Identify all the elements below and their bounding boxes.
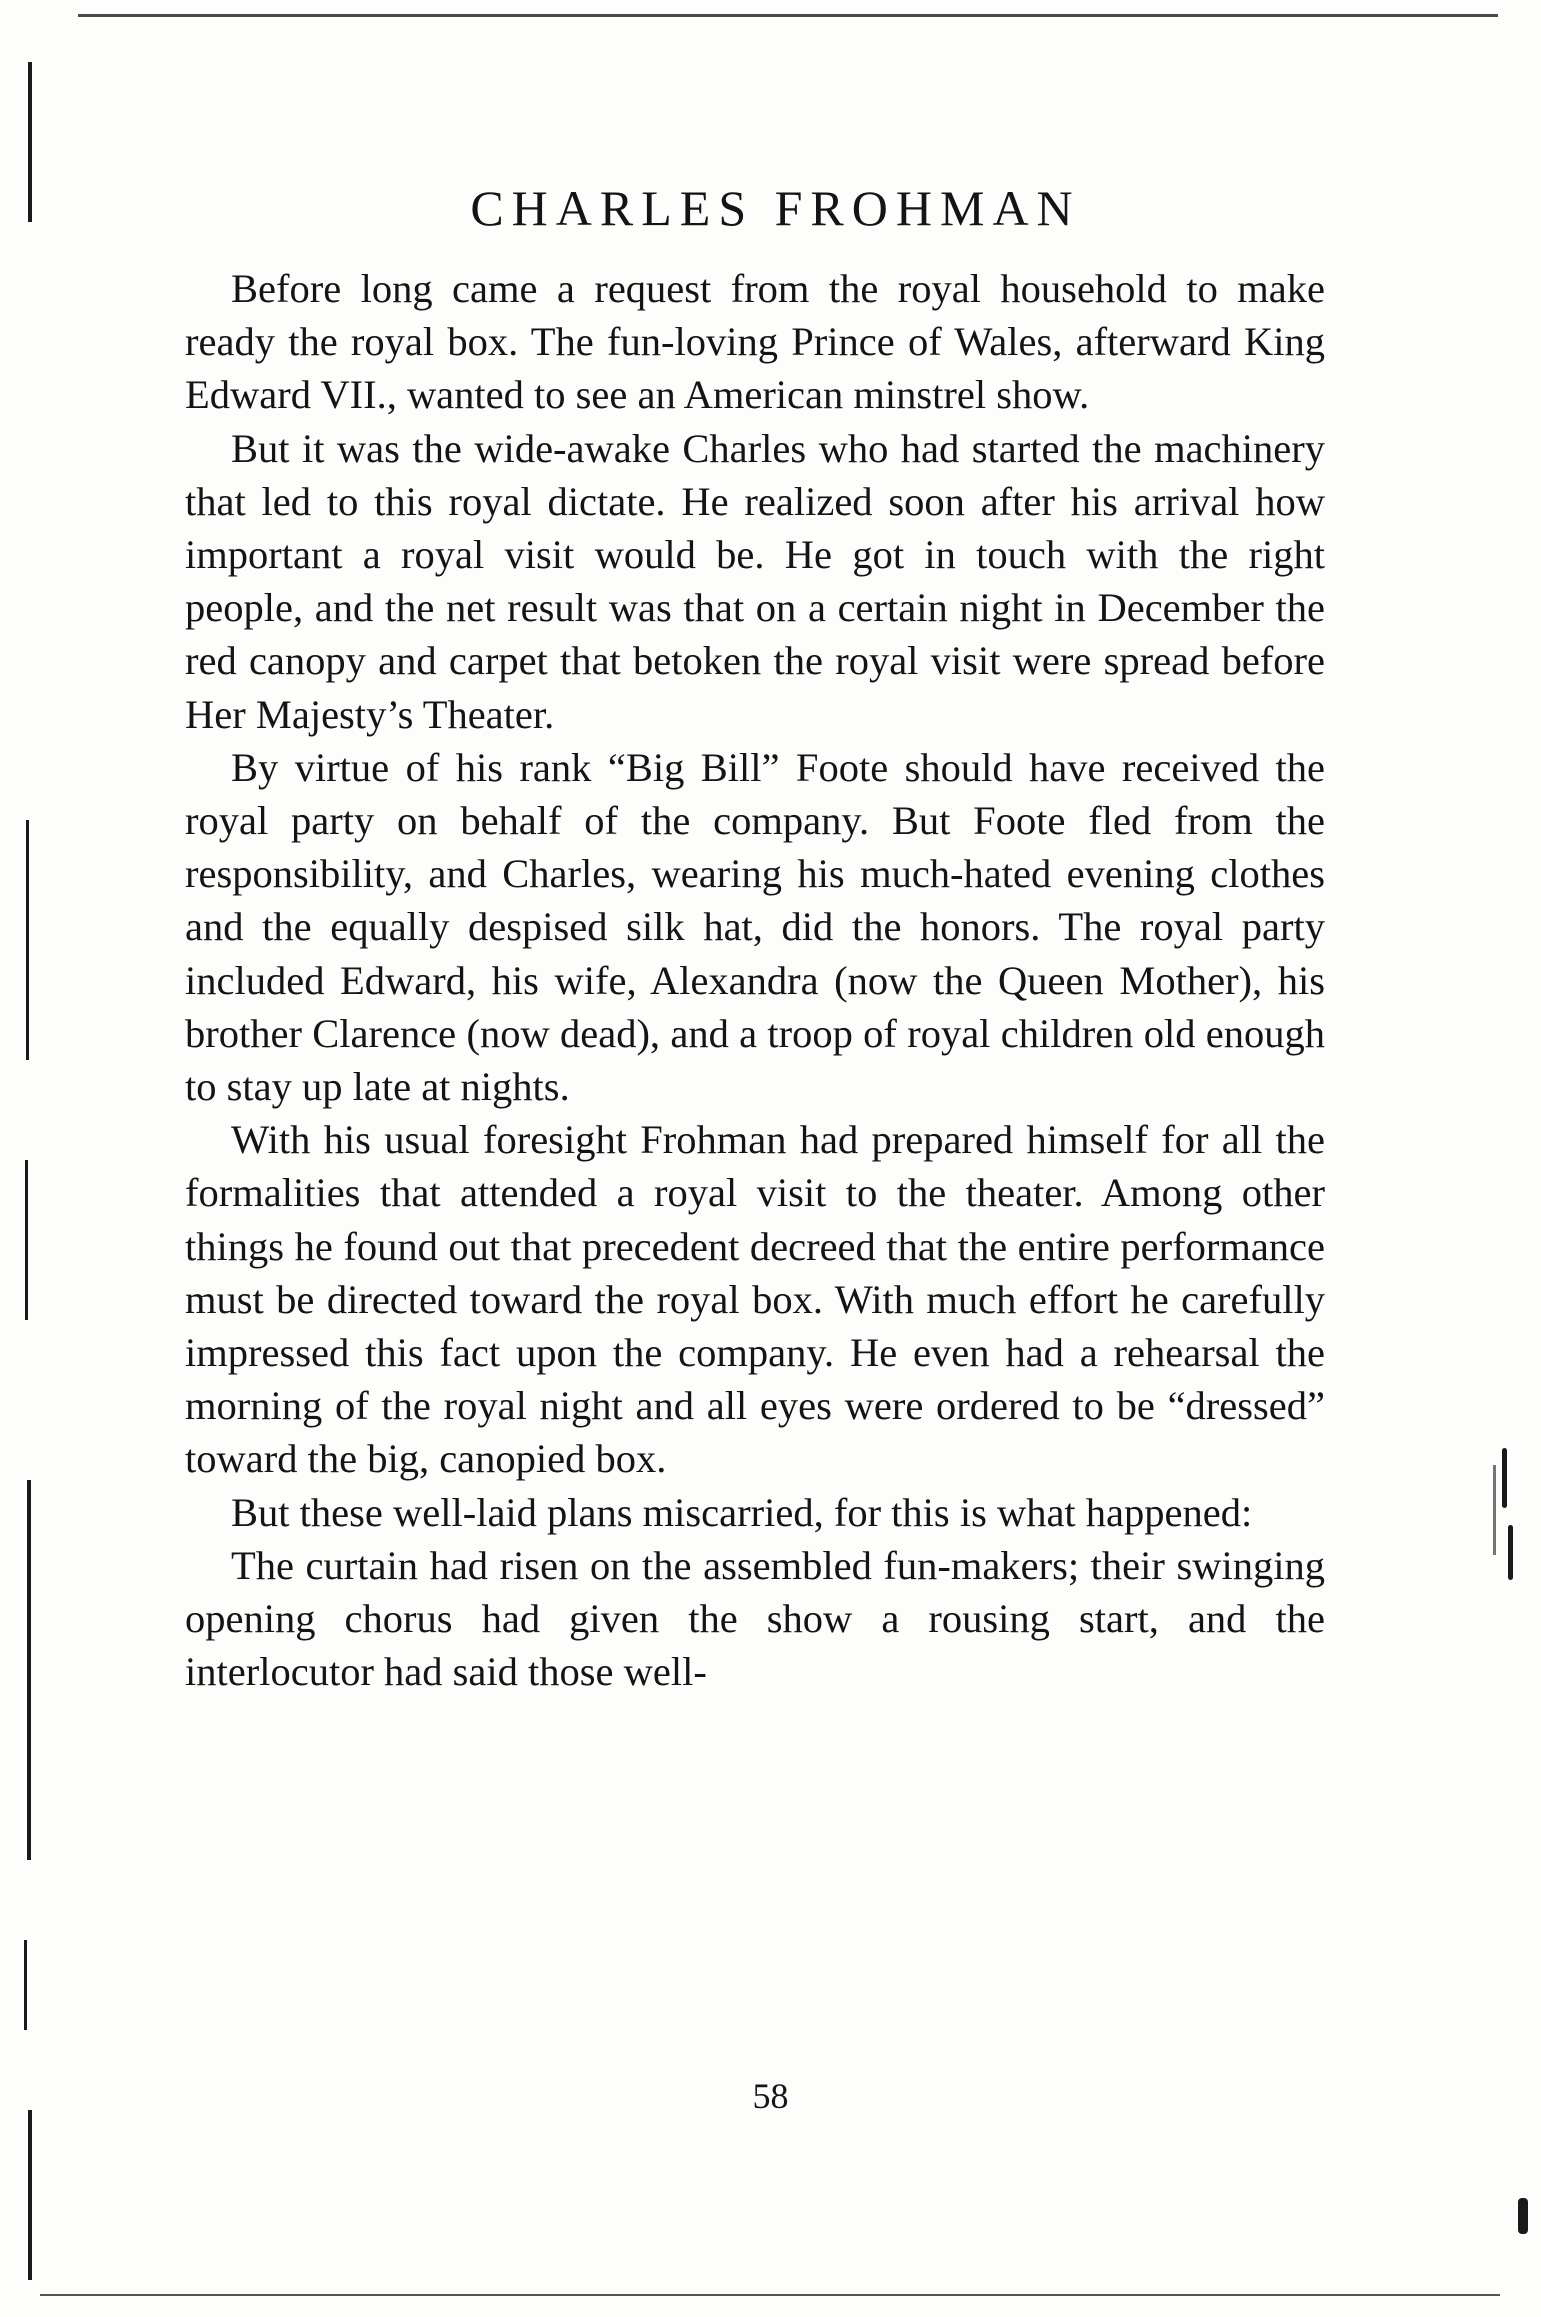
scan-edge-mark [28, 2110, 32, 2280]
bottom-edge-rule [40, 2294, 1500, 2296]
scan-edge-mark [1518, 2198, 1528, 2234]
page-number: 58 [752, 2076, 789, 2116]
scan-edge-mark [27, 1480, 31, 1860]
paragraph: The curtain had risen on the assembled fun-makers; their swinging opening chorus had given the show a rousing start, and the interlocutor had said those well- [185, 1542, 1325, 1695]
paragraph: But it was the wide-awake Charles who had started the machinery that led to this royal dictate. He realized soon after his arrival how important a royal visit would be. He got in touch with the right people, and the net result was that on a certain night in December the red canopy and carpet that betoken the royal visit were spread before Her Majesty’s Theater. [185, 425, 1325, 737]
scan-edge-mark [25, 1160, 28, 1320]
paragraph: But these well-laid plans miscarried, for this is what happened: [231, 1489, 1253, 1535]
scan-edge-mark [24, 1940, 27, 2030]
scan-edge-mark [1493, 1465, 1496, 1555]
body-text [185, 262, 1325, 1698]
scan-edge-mark [1508, 1525, 1513, 1580]
paragraph: With his usual foresight Frohman had prepared himself for all the formalities that attended a royal visit to the theater. Among other things he found out that precedent decreed that the entire performance must be directed toward the royal box. With much effort he carefully impressed this fact upon the company. He even had a rehearsal the morning of the royal night and all eyes were ordered to be “dressed” toward the big, canopied box. [185, 1117, 1325, 1482]
scan-edge-mark [1502, 1448, 1507, 1508]
scan-edge-mark [26, 820, 29, 1060]
top-edge-rule [78, 14, 1498, 17]
paragraph: Before long came a request from the royal household to make ready the royal box. The fun-loving Prince of Wales, afterward King Edward VII., wanted to see an American minstrel show. [185, 266, 1325, 418]
paragraph: By virtue of his rank “Big Bill” Foote should have received the royal party on behalf of the company. But Foote fled from the responsibility, and Charles, wearing his much-hated evening clothes and the equally despised silk hat, did the honors. The royal party included Edward, his wife, Alexandra (now the Queen Mother), his brother Clarence (now dead), and a troop of royal children old enough to stay up late at nights. [185, 744, 1325, 1110]
running-head: CHARLES FROHMAN [470, 180, 1081, 236]
